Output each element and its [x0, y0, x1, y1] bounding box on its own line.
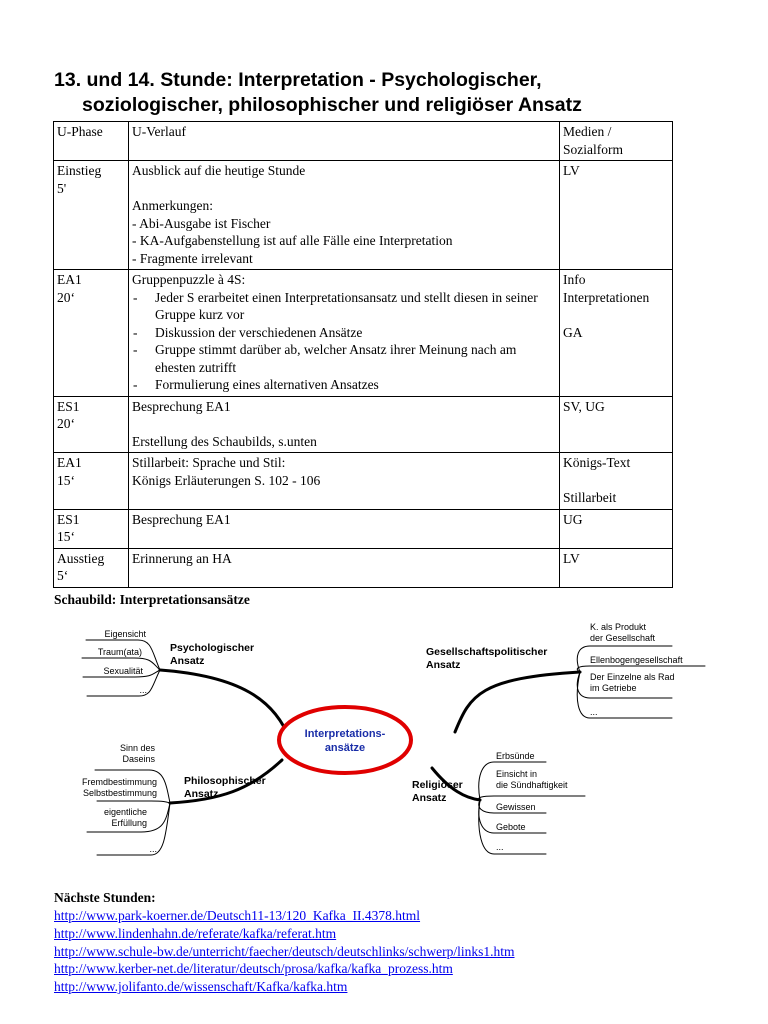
- psych-leaf: Sexualität: [103, 666, 143, 676]
- relig-connector: [479, 796, 585, 800]
- link-list: [54, 907, 515, 996]
- list-item: - Jeder S erarbeitet einen Interpretationsansatz und stellt diesen in seiner Gruppe kurz vor: [132, 289, 556, 324]
- branch-gesell: [455, 672, 580, 732]
- gesell-leaf: Der Einzelne als Rad im Getriebe: [590, 672, 675, 693]
- list-item: [54, 925, 515, 943]
- cell-medien: Königs-Text Stillarbeit: [560, 453, 673, 510]
- relig-label: Religiöser Ansatz: [412, 779, 463, 804]
- title-line-1: 13. und 14. Stunde: Interpretation - Psychologischer,: [54, 69, 542, 91]
- psych-leaf: ...: [139, 685, 147, 695]
- table-row: [54, 270, 673, 397]
- table-row: [54, 453, 673, 510]
- list-item: [54, 978, 515, 996]
- psych-leaf: Traum(ata): [97, 647, 142, 657]
- link-park-koerner[interactable]: http://www.park-koerner.de/Deutsch11-13/120_Kafka_II.4378.html: [54, 908, 421, 923]
- cell-medien: LV: [560, 161, 673, 270]
- gesell-label: Gesellschaftspolitischer Ansatz: [426, 646, 548, 671]
- cell-phase: Einstieg 5': [54, 161, 129, 270]
- header-u-phase: U-Phase: [54, 122, 129, 161]
- relig-leaf: Gebote: [496, 822, 526, 832]
- gesell-leaf: K. als Produkt der Gesellschaft: [590, 622, 656, 643]
- cell-medien: Info Interpretationen GA: [560, 270, 673, 397]
- table-row: [54, 509, 673, 548]
- cell-phase: ES1 20‘: [54, 396, 129, 453]
- relig-leaf: Erbsünde: [496, 751, 535, 761]
- cell-verlauf: [129, 270, 560, 397]
- table-row: [54, 161, 673, 270]
- cell-verlauf: Ausblick auf die heutige Stunde Anmerkungen: - Abi-Ausgabe ist Fischer - KA-Aufgabenstellung ist auf alle Fälle eine Interpretation - Fragmente irrelevant: [129, 161, 560, 270]
- philo-leaf: Sinn des Daseins: [119, 743, 155, 764]
- philo-leaf: Fremdbestimmung Selbstbestimmung: [81, 777, 157, 798]
- psych-label: Psychologischer Ansatz: [170, 642, 255, 667]
- list-item: [54, 907, 515, 925]
- cell-verlauf: Besprechung EA1 Erstellung des Schaubilds, s.unten: [129, 396, 560, 453]
- philo-connector: [97, 801, 170, 803]
- cell-medien: UG: [560, 509, 673, 548]
- cell-verlauf: Stillarbeit: Sprache und Stil: Königs Erläuterungen S. 102 - 106: [129, 453, 560, 510]
- next-lessons-title: Nächste Stunden:: [54, 890, 156, 905]
- header-medien: Medien / Sozialform: [560, 122, 673, 161]
- philo-label: Philosophischer Ansatz: [184, 775, 266, 800]
- gesell-leaf: ...: [590, 707, 598, 717]
- verlauf-intro: Gruppenpuzzle à 4S:: [132, 272, 246, 287]
- gesell-leaf: Ellenbogengesellschaft: [590, 655, 683, 665]
- link-schule-bw[interactable]: http://www.schule-bw.de/unterricht/faecher/deutsch/deutschlinks/schwerp/links1.htm: [54, 943, 515, 959]
- cell-phase: Ausstieg 5‘: [54, 548, 129, 587]
- cell-medien: SV, UG: [560, 396, 673, 453]
- cell-verlauf: Besprechung EA1: [129, 509, 560, 548]
- list-item: - Gruppe stimmt darüber ab, welcher Ansatz ihrer Meinung nach am ehesten zutrifft: [132, 341, 556, 376]
- table-row: [54, 548, 673, 587]
- center-label: Interpretations-ansätze: [304, 728, 386, 754]
- relig-leaf: Einsicht in die Sündhaftigkeit: [496, 769, 568, 790]
- cell-phase: EA1 15‘: [54, 453, 129, 510]
- relig-leaf: ...: [496, 842, 504, 852]
- table-row: [54, 396, 673, 453]
- psych-leaf: Eigensicht: [104, 629, 146, 639]
- list-item: - Diskussion der verschiedenen Ansätze: [132, 324, 556, 342]
- cell-phase: ES1 15‘: [54, 509, 129, 548]
- relig-leaf: Gewissen: [496, 802, 536, 812]
- table-header-row: [54, 122, 673, 161]
- page-title: [54, 68, 754, 118]
- list-item: [54, 960, 515, 978]
- schaubild-caption: Schaubild: Interpretationsansätze: [54, 592, 250, 607]
- branch-psych: [160, 670, 290, 740]
- mindmap-diagram: [0, 600, 768, 870]
- cell-phase: EA1 20‘: [54, 270, 129, 397]
- list-item: [54, 943, 515, 961]
- link-kerber-net[interactable]: http://www.kerber-net.de/literatur/deutsch/prosa/kafka/kafka_prozess.htm: [54, 961, 453, 977]
- center-ellipse: [279, 707, 411, 773]
- cell-medien: LV: [560, 548, 673, 587]
- philo-leaf: eigentliche Erfüllung: [103, 807, 147, 828]
- link-lindenhahn[interactable]: http://www.lindenhahn.de/referate/kafka/referat.htm: [54, 925, 337, 941]
- title-line-2: soziologischer, philosophischer und religiöser Ansatz: [82, 94, 582, 116]
- task-list: [132, 289, 556, 394]
- philo-leaf: ...: [149, 844, 157, 854]
- list-item: - Formulierung eines alternativen Ansatzes: [132, 376, 556, 394]
- cell-verlauf: Erinnerung an HA: [129, 548, 560, 587]
- header-u-verlauf: U-Verlauf: [129, 122, 560, 161]
- lesson-plan-table: [53, 121, 673, 588]
- link-jolifanto[interactable]: http://www.jolifanto.de/wissenschaft/Kafka/kafka.htm: [54, 979, 348, 995]
